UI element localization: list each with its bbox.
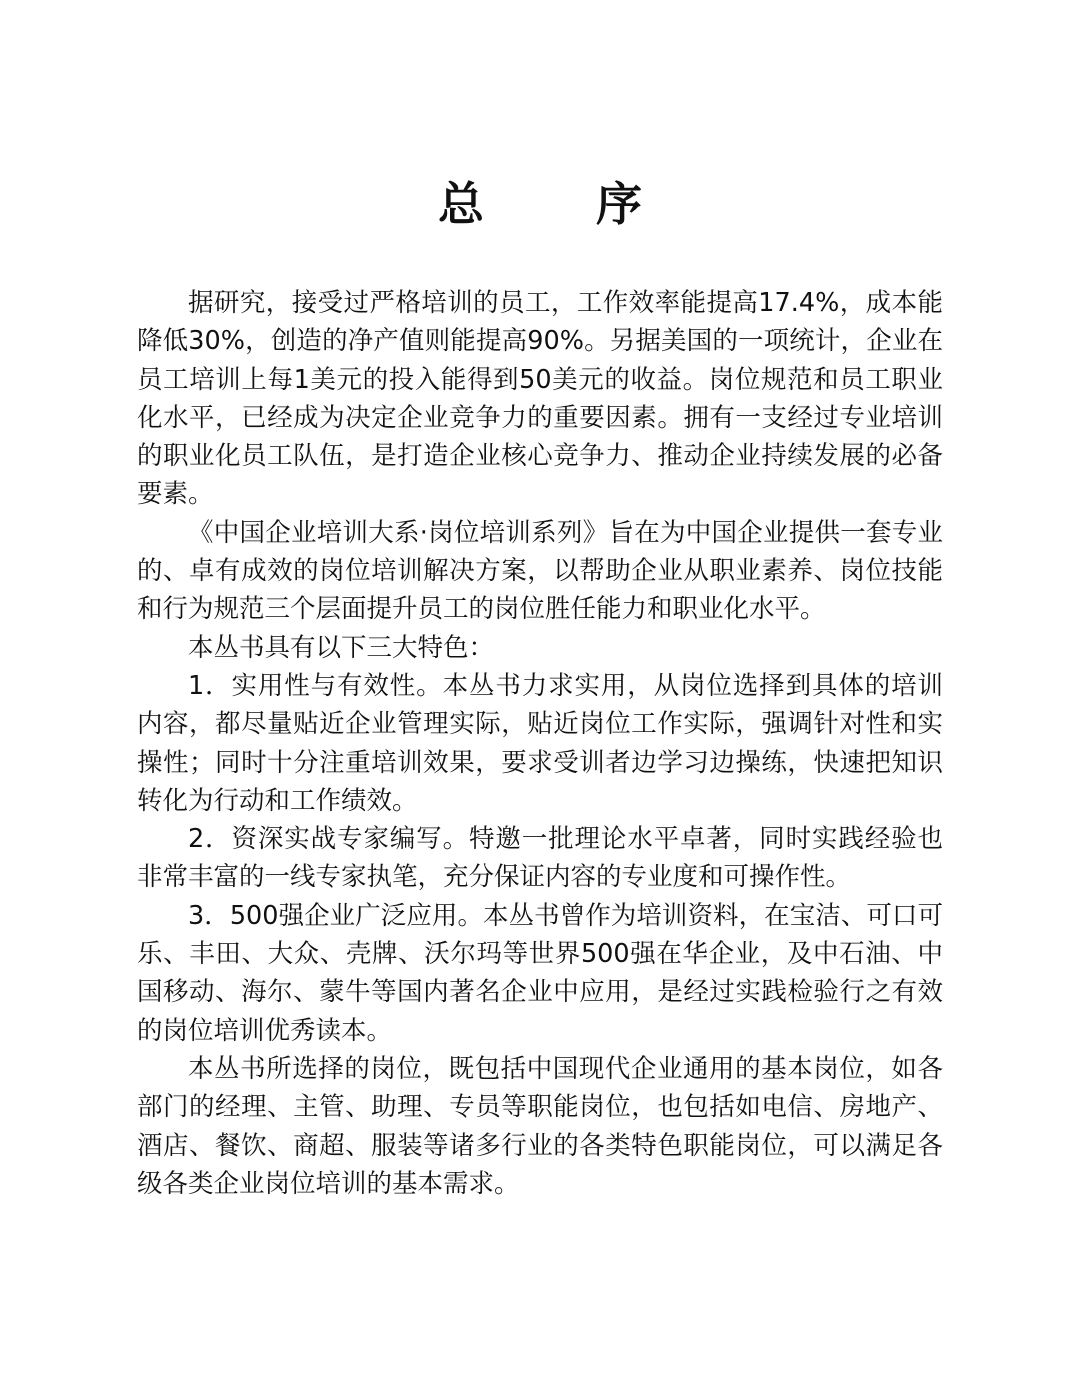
paragraph-feature-3: 3．500强企业广泛应用。本丛书曾作为培训资料，在宝洁、可口可乐、丰田、大众、壳牌、沃尔玛等世界500强在华企业，及中石油、中国移动、海尔、蒙牛等国内著名企业中应用，是经过实践检验行之有效的岗位培训优秀读本。 bbox=[137, 900, 943, 1046]
page-title: 总 序 bbox=[437, 177, 690, 231]
paragraph-feature-2: 2．资深实战专家编写。特邀一批理论水平卓著，同时实践经验也非常丰富的一线专家执笔，充分保证内容的专业度和可操作性。 bbox=[137, 824, 943, 893]
body-text bbox=[137, 284, 943, 1203]
paragraph-features-intro: 本丛书具有以下三大特色： bbox=[188, 632, 495, 663]
paragraph-series-purpose: 《中国企业培训大系·岗位培训系列》旨在为中国企业提供一套专业的、卓有成效的岗位培训解决方案，以帮助企业从职业素养、岗位技能和行为规范三个层面提升员工的岗位胜任能力和职业化水平。 bbox=[137, 517, 943, 625]
paragraph-positions-scope: 本丛书所选择的岗位，既包括中国现代企业通用的基本岗位，如各部门的经理、主管、助理、专员等职能岗位，也包括如电信、房地产、酒店、餐饮、商超、服装等诸多行业的各类特色职能岗位，可以满足各级各类企业岗位培训的基本需求。 bbox=[137, 1053, 943, 1199]
paragraph-feature-1: 1．实用性与有效性。本丛书力求实用，从岗位选择到具体的培训内容，都尽量贴近企业管理实际，贴近岗位工作实际，强调针对性和实操性；同时十分注重培训效果，要求受训者边学习边操练，快速把知识转化为行动和工作绩效。 bbox=[137, 670, 943, 816]
paragraph-research-stats: 据研究，接受过严格培训的员工，工作效率能提高17.4%，成本能降低30%，创造的净产值则能提高90%。另据美国的一项统计，企业在员工培训上每1美元的投入能得到50美元的收益。岗位规范和员工职业化水平，已经成为决定企业竞争力的重要因素。拥有一支经过专业培训的职业化员工队伍，是打造企业核心竞争力、推动企业持续发展的必备要素。 bbox=[137, 288, 943, 510]
